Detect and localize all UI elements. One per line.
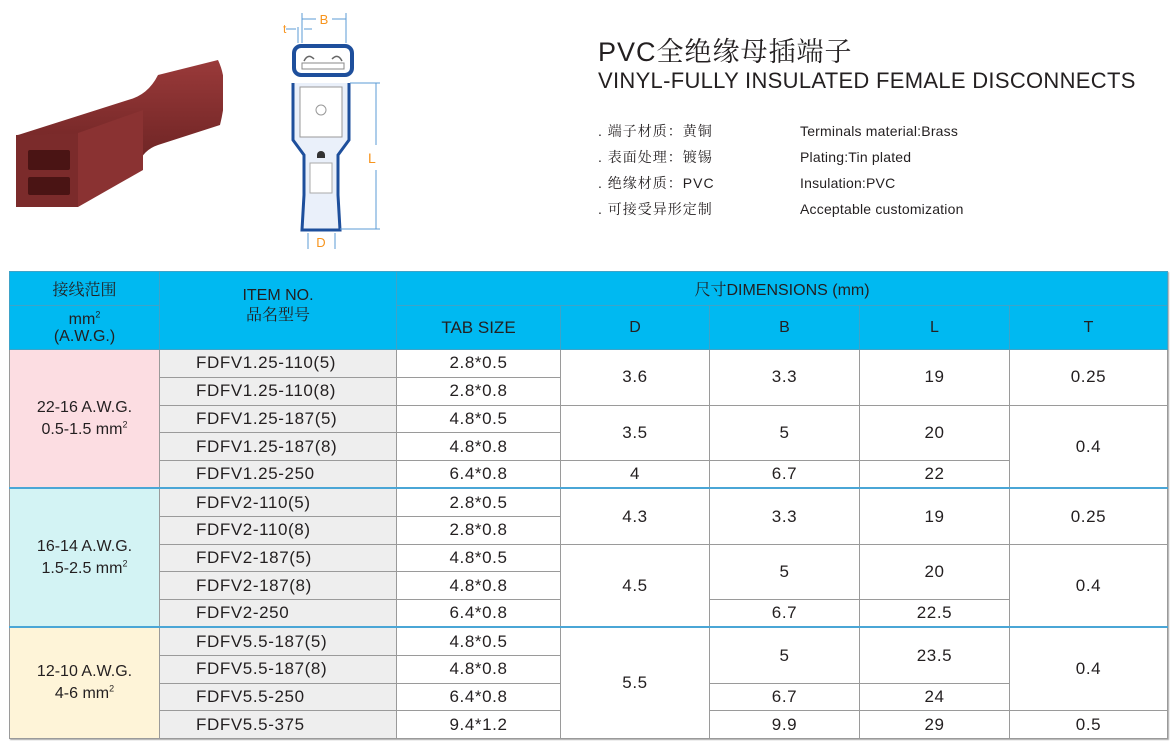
wire-range-cell (10, 627, 160, 738)
dim-label-l: L (368, 150, 376, 166)
mm-range: 4-6 mm (54, 685, 110, 703)
wire-range-cell (10, 350, 160, 489)
dim-t: 0.25 (1010, 350, 1168, 406)
item-no: FDFV2-110(8) (160, 516, 397, 544)
tab-size: 6.4*0.8 (397, 683, 561, 711)
tab-size: 2.8*0.8 (397, 516, 561, 544)
spec-item (598, 170, 1098, 196)
dim-t: 0.4 (1010, 627, 1168, 710)
item-no: FDFV1.25-110(5) (160, 350, 397, 378)
table-row (10, 350, 1168, 378)
item-no: FDFV2-187(8) (160, 572, 397, 600)
dim-t: 0.25 (1010, 488, 1168, 544)
item-no: FDFV1.25-187(8) (160, 433, 397, 461)
spec-list (598, 118, 1098, 222)
tab-size: 2.8*0.5 (397, 350, 561, 378)
dim-d: 4.3 (561, 488, 710, 544)
header-tab-size: TAB SIZE (397, 306, 561, 350)
spec-label-en: Insulation:PVC (800, 175, 896, 191)
dim-b: 6.7 (710, 683, 860, 711)
item-no: FDFV5.5-375 (160, 711, 397, 739)
header-dimensions: 尺寸DIMENSIONS (mm) (397, 272, 1168, 306)
dim-b: 5 (710, 627, 860, 683)
dim-t: 0.4 (1010, 405, 1168, 488)
awg-range: 22-16 A.W.G. (36, 398, 133, 416)
tab-size: 4.8*0.5 (397, 627, 561, 655)
page-title-cn: PVC全绝缘母插端子 (598, 37, 853, 67)
tab-size: 4.8*0.8 (397, 572, 561, 600)
spec-label-en: Plating:Tin plated (800, 149, 912, 165)
superscript: 2 (122, 419, 128, 430)
header-t: T (1010, 306, 1168, 350)
superscript: 2 (95, 309, 101, 320)
spec-label-cn: . 绝缘材质：PVC (598, 175, 715, 191)
item-no: FDFV2-187(5) (160, 544, 397, 572)
item-no: FDFV5.5-187(8) (160, 655, 397, 683)
spec-label-en: Terminals material:Brass (800, 123, 959, 139)
dim-b: 5 (710, 405, 860, 461)
item-no: FDFV1.25-110(8) (160, 377, 397, 405)
dim-d: 3.5 (561, 405, 710, 461)
dim-l: 22.5 (860, 600, 1010, 628)
female-disconnect-photo-icon (8, 55, 223, 215)
dim-d: 5.5 (561, 627, 710, 738)
superscript: 2 (109, 683, 115, 694)
tab-size: 4.8*0.8 (397, 433, 561, 461)
dim-b: 6.7 (710, 600, 860, 628)
spec-label-cn: . 表面处理：镀锡 (598, 149, 713, 165)
tab-size: 6.4*0.8 (397, 461, 561, 489)
table-row (10, 544, 1168, 572)
page-title-en: VINYL-FULLY INSULATED FEMALE DISCONNECTS (598, 68, 1136, 93)
dimension-diagram (280, 5, 390, 255)
header-range-cn: 接线范围 (10, 272, 160, 306)
dim-l: 19 (860, 350, 1010, 406)
header-b: B (710, 306, 860, 350)
product-photo (8, 55, 223, 215)
item-no: FDFV5.5-250 (160, 683, 397, 711)
dim-b: 9.9 (710, 711, 860, 739)
table-row (10, 488, 1168, 516)
superscript: 2 (122, 558, 128, 569)
tab-size: 2.8*0.8 (397, 377, 561, 405)
dim-l: 20 (860, 405, 1010, 461)
table-row (10, 461, 1168, 489)
spec-label-en: Acceptable customization (800, 201, 964, 217)
mm-range: 1.5-2.5 mm (41, 559, 123, 577)
dim-b: 3.3 (710, 350, 860, 406)
dim-d: 4 (561, 461, 710, 489)
wire-range-cell (10, 488, 160, 627)
spec-label-cn: . 可接受异形定制 (598, 201, 713, 217)
item-no: FDFV5.5-187(5) (160, 627, 397, 655)
header-item-en: ITEM NO. (242, 286, 314, 304)
tab-size: 4.8*0.5 (397, 405, 561, 433)
spec-table-container (9, 271, 1167, 739)
header-range-awg: (A.W.G.) (53, 327, 116, 345)
awg-range: 16-14 A.W.G. (36, 537, 133, 555)
item-no: FDFV2-110(5) (160, 488, 397, 516)
mm-range: 0.5-1.5 mm (41, 420, 123, 438)
dim-b: 3.3 (710, 488, 860, 544)
tab-size: 9.4*1.2 (397, 711, 561, 739)
table-row (10, 405, 1168, 433)
spec-table (9, 271, 1168, 739)
spec-item (598, 196, 1098, 222)
dim-l: 24 (860, 683, 1010, 711)
dim-b: 5 (710, 544, 860, 600)
awg-range: 12-10 A.W.G. (36, 663, 133, 681)
table-row (10, 627, 1168, 655)
tab-size: 2.8*0.5 (397, 488, 561, 516)
dim-l: 22 (860, 461, 1010, 489)
dim-l: 19 (860, 488, 1010, 544)
spec-label-cn: . 端子材质：黄铜 (598, 123, 713, 139)
header-item-cn: 品名型号 (245, 306, 310, 324)
dim-l: 29 (860, 711, 1010, 739)
spec-item (598, 144, 1098, 170)
dim-label-b: B (319, 12, 329, 27)
tab-size: 4.8*0.8 (397, 655, 561, 683)
header-d: D (561, 306, 710, 350)
dim-d: 4.5 (561, 544, 710, 627)
dim-b: 6.7 (710, 461, 860, 489)
tab-size: 6.4*0.8 (397, 600, 561, 628)
item-no: FDFV1.25-250 (160, 461, 397, 489)
dim-l: 23.5 (860, 627, 1010, 683)
header-range-unit (10, 306, 160, 350)
dim-l: 20 (860, 544, 1010, 600)
header-item-no (160, 272, 397, 350)
spec-item (598, 118, 1098, 144)
dim-t: 0.4 (1010, 544, 1168, 627)
dim-label-t: t (283, 22, 287, 36)
dim-label-d: D (316, 235, 326, 250)
dim-t: 0.5 (1010, 711, 1168, 739)
item-no: FDFV1.25-187(5) (160, 405, 397, 433)
tab-size: 4.8*0.5 (397, 544, 561, 572)
dim-d: 3.6 (561, 350, 710, 406)
header-l: L (860, 306, 1010, 350)
item-no: FDFV2-250 (160, 600, 397, 628)
header-range-unit-text: mm (68, 310, 96, 328)
